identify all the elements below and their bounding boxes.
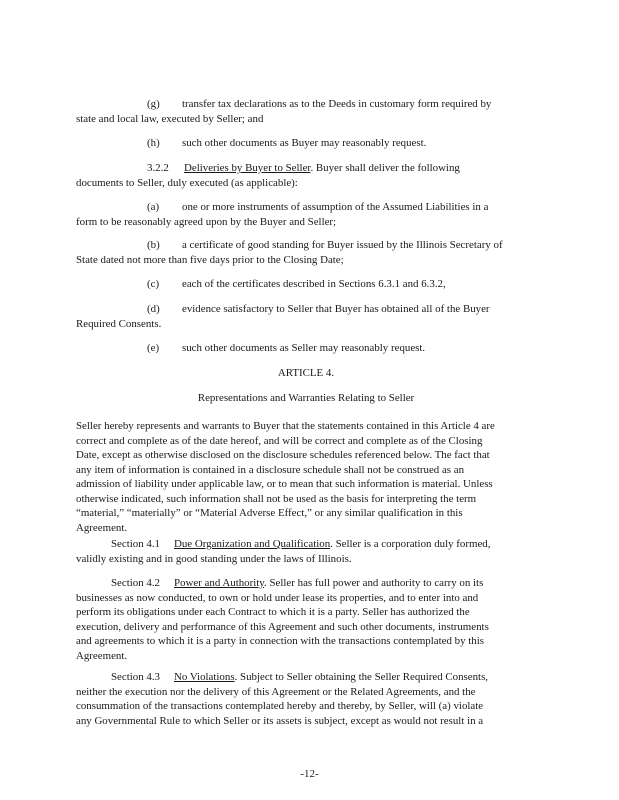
section-number: Section 4.2 [111, 577, 161, 589]
intro-line: admission of liability under applicable law, or to mean that such information is material. Unless [76, 478, 493, 490]
section-number: Section 4.1 [111, 538, 161, 550]
item-label: (b) [147, 239, 160, 251]
section-text: consummation of the transactions contemplated hereby and thereby, by Seller, will (a) violate [76, 700, 484, 712]
article-number: ARTICLE 4. [277, 367, 335, 379]
item-text: form to be reasonably agreed upon by the Buyer and Seller; [76, 215, 337, 228]
item-label: (a) [147, 201, 160, 213]
intro-line: Agreement. [76, 521, 128, 534]
item-text: state and local law, executed by Seller; and [76, 112, 264, 125]
item-text: transfer tax declarations as to the Deeds in customary form required by [182, 98, 492, 110]
item-label: (h) [147, 137, 160, 149]
section-text: . Seller has full power and authority to carry on its [264, 577, 484, 589]
section-text: any Governmental Rule to which Seller or its assets is subject, except as would not result in a [76, 714, 484, 727]
item-text: State dated not more than five days prior to the Closing Date; [76, 253, 344, 266]
page-number: -12- [300, 768, 319, 780]
item-text: Required Consents. [76, 317, 162, 330]
section-number: Section 4.3 [111, 671, 161, 683]
subsection-heading: Deliveries by Buyer to Seller [184, 162, 311, 174]
subsection-3-2-2 [76, 161, 536, 190]
item-d [76, 302, 536, 331]
section-4-3 [76, 670, 536, 728]
item-a [76, 200, 536, 229]
subsection-text: . Buyer shall deliver the following [310, 162, 460, 174]
intro-line: Seller hereby represents and warrants to Buyer that the statements contained in this Article 4 are [76, 420, 495, 432]
item-text: such other documents as Buyer may reasonably request. [182, 137, 427, 149]
article-intro [76, 419, 536, 535]
section-text: validly existing and in good standing under the laws of Illinois. [76, 552, 352, 565]
intro-line: Date, except as otherwise disclosed on the disclosure schedules referenced below. The fact that [76, 449, 490, 461]
section-text: neither the execution nor the delivery of this Agreement or the Related Agreements, and the [76, 685, 476, 698]
item-label: (g) [147, 98, 160, 110]
intro-line: any item of information is contained in a disclosure schedule shall not be construed as an [76, 463, 465, 476]
item-text: each of the certificates described in Sections 6.3.1 and 6.3.2, [182, 278, 446, 290]
item-b [76, 238, 536, 267]
item-label: (d) [147, 303, 160, 315]
section-text: execution, delivery and performance of this Agreement and such other documents, instruments [76, 620, 489, 633]
section-text: and agreements to which it is a party in connection with the transactions contemplated by this [76, 635, 484, 647]
item-text: a certificate of good standing for Buyer issued by the Illinois Secretary of [182, 239, 503, 251]
item-g [76, 97, 536, 126]
intro-line: otherwise indicated, such information shall not be used as the basis for interpreting the term [76, 492, 477, 505]
section-heading: Power and Authority [174, 577, 265, 589]
subsection-number: 3.2.2 [147, 162, 169, 174]
section-heading: No Violations [174, 671, 235, 683]
item-h [76, 136, 536, 151]
item-e [76, 341, 536, 356]
section-4-2 [76, 576, 536, 663]
section-heading: Due Organization and Qualification [174, 538, 331, 550]
item-text: evidence satisfactory to Seller that Buyer has obtained all of the Buyer [182, 303, 490, 315]
item-c [76, 277, 536, 292]
item-label: (e) [147, 342, 160, 354]
item-label: (c) [147, 278, 160, 290]
subsection-text: documents to Seller, duly executed (as applicable): [76, 176, 298, 189]
article-title: Representations and Warranties Relating to Seller [197, 392, 415, 404]
intro-line: “material,” “materially” or “Material Adverse Effect,” or any similar qualification in this [76, 507, 463, 519]
section-text: . Subject to Seller obtaining the Seller Required Consents, [234, 671, 489, 683]
section-4-1 [76, 537, 536, 566]
section-text: businesses as now conducted, to own or hold under lease its properties, and to enter into and [76, 591, 479, 604]
item-text: one or more instruments of assumption of the Assumed Liabilities in a [182, 201, 489, 213]
item-text: such other documents as Seller may reasonably request. [182, 342, 426, 354]
section-text: Agreement. [76, 649, 128, 662]
section-text: . Seller is a corporation duly formed, [330, 538, 491, 550]
intro-line: correct and complete as of the date hereof, and will be correct and complete as of the Closing [76, 434, 483, 447]
section-text: perform its obligations under each Contract to which it is a party. Seller has authorized the [76, 606, 470, 618]
